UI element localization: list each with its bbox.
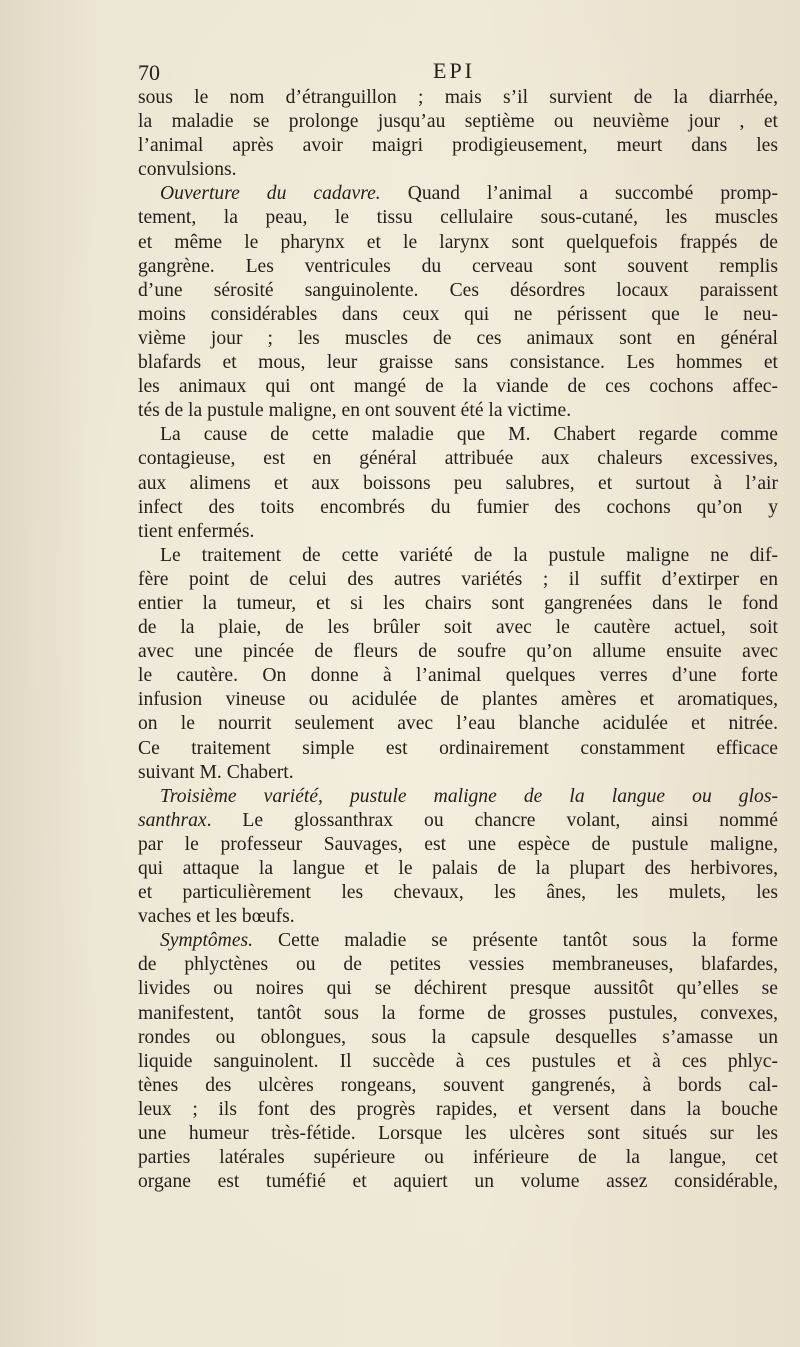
line-text: les animaux qui ont mangé de la viande de ces cochons affec-	[138, 376, 778, 398]
line-text: aux alimens et aux boissons peu salubres, et surtout à l’air	[138, 472, 778, 494]
line-text: suivant M. Chabert.	[138, 761, 294, 783]
line-text: convulsions.	[138, 159, 237, 181]
text-line	[138, 881, 778, 905]
text-line	[138, 544, 778, 568]
line-text: Cette maladie se présente tantôt sous la forme	[253, 930, 778, 952]
line-text: gangrène. Les ventricules du cerveau sont souvent remplis	[138, 255, 778, 277]
line-text: vième jour ; les muscles de ces animaux sont en général	[138, 327, 778, 349]
italic-heading: Ouverture du cadavre.	[160, 183, 381, 205]
text-line	[138, 785, 778, 809]
text-line	[138, 1122, 778, 1146]
text-line	[138, 1002, 778, 1026]
text-line	[138, 158, 778, 182]
text-line	[138, 568, 778, 592]
line-text: vaches et les bœufs.	[138, 906, 295, 928]
text-line	[138, 712, 778, 736]
text-line	[138, 182, 778, 206]
text-line	[138, 1026, 778, 1050]
line-text: par le professeur Sauvages, est une espèce de pustule maligne,	[138, 833, 778, 855]
line-text: . Le glossanthrax ou chancre volant, ainsi nommé	[206, 809, 778, 831]
line-text: manifestent, tantôt sous la forme de grosses pustules, convexes,	[138, 1002, 778, 1024]
line-text: on le nourrit seulement avec l’eau blanche acidulée et nitrée.	[138, 713, 778, 735]
line-text: fère point de celui des autres variétés ; il suffit d’extirper en	[138, 568, 778, 590]
line-text: rondes ou oblongues, sous la capsule desquelles s’amasse un	[138, 1026, 778, 1048]
line-text: liquide sanguinolent. Il succède à ces pustules et à ces phlyc-	[138, 1050, 778, 1072]
line-text: livides ou noires qui se déchirent presque aussitôt qu’elles se	[138, 978, 778, 1000]
line-text: organe est tuméfié et aquiert un volume assez considérable,	[138, 1171, 778, 1193]
line-text: et même le pharynx et le larynx sont quelquefois frappés de	[138, 231, 778, 253]
text-line	[138, 134, 778, 158]
text-line	[138, 351, 778, 375]
line-text: avec une pincée de fleurs de soufre qu’on allume ensuite avec	[138, 641, 778, 663]
line-text: qui attaque la langue et le palais de la plupart des herbivores,	[138, 858, 778, 879]
text-line	[138, 206, 778, 230]
line-text: blafards et mous, leur graisse sans consistance. Les hommes et	[138, 352, 778, 374]
text-line	[138, 472, 778, 496]
line-text: Le traitement de cette variété de la pustule maligne ne dif-	[160, 544, 778, 566]
italic-heading: Symptômes.	[160, 930, 254, 952]
line-text: le cautère. On donne à l’animal quelques verres d’une forte	[138, 665, 778, 687]
text-line	[138, 279, 778, 303]
text-line	[138, 592, 778, 616]
line-text: d’une sérosité sanguinolente. Ces désordres locaux paraissent	[138, 279, 778, 301]
text-line	[138, 761, 778, 785]
text-line	[138, 688, 778, 712]
text-line	[138, 905, 778, 929]
line-text: infusion vineuse ou acidulée de plantes amères et aromatiques,	[138, 689, 778, 711]
text-line	[138, 399, 778, 423]
line-text: de la plaie, de les brûler soit avec le cautère actuel, soit	[138, 617, 778, 639]
line-text: tènes des ulcères rongeans, souvent gangrenés, à bords cal-	[138, 1074, 778, 1096]
line-text: sous le nom d’étranguillon ; mais s’il survient de la diarrhée,	[138, 87, 778, 108]
line-text: tient enfermés.	[138, 520, 255, 542]
text-line	[138, 86, 778, 110]
text-line	[138, 327, 778, 351]
italic-heading: santhrax	[138, 809, 207, 831]
line-text: la maladie se prolonge jusqu’au septième ou neuvième jour , et	[138, 111, 778, 133]
text-line	[138, 303, 778, 327]
line-text: parties latérales supérieure ou inférieure de la langue, cet	[138, 1147, 778, 1169]
text-line	[138, 496, 778, 520]
line-text: contagieuse, est en général attribuée aux chaleurs excessives,	[138, 448, 778, 470]
text-line	[138, 953, 778, 977]
page-number: 70	[138, 60, 160, 85]
text-line	[138, 737, 778, 761]
text-line	[138, 255, 778, 279]
text-line	[138, 1146, 778, 1170]
text-line	[138, 375, 778, 399]
line-text: tement, la peau, le tissu cellulaire sous-cutané, les muscles	[138, 207, 778, 229]
text-line	[138, 110, 778, 134]
text-line	[138, 1098, 778, 1122]
line-text: de phlyctènes ou de petites vessies membraneuses, blafardes,	[138, 954, 778, 976]
line-text: infect des toits encombrés du fumier des cochons qu’on y	[138, 496, 778, 518]
running-head: EPI	[433, 58, 475, 83]
line-text: Ce traitement simple est ordinairement constamment efficace	[138, 737, 778, 759]
line-text: une humeur très-fétide. Lorsque les ulcères sont situés sur les	[138, 1123, 778, 1145]
text-line	[138, 640, 778, 664]
text-line	[138, 447, 778, 471]
line-text: tés de la pustule maligne, en ont souvent été la victime.	[138, 400, 572, 422]
text-line	[138, 1050, 778, 1074]
body-text	[138, 86, 778, 1194]
line-text: leux ; ils font des progrès rapides, et versent dans la bouche	[138, 1098, 778, 1120]
line-text: moins considérables dans ceux qui ne périssent que le neu-	[138, 303, 778, 325]
text-line	[138, 977, 778, 1001]
text-line	[138, 520, 778, 544]
text-line	[138, 231, 778, 255]
text-line	[138, 1074, 778, 1098]
italic-heading: Troisième variété, pustule maligne de la langue ou glos-	[160, 785, 778, 807]
text-line	[138, 1170, 778, 1194]
line-text: Quand l’animal a succombé promp-	[407, 183, 779, 205]
text-line	[138, 833, 778, 857]
text-line	[138, 809, 778, 833]
text-line	[138, 857, 778, 881]
line-text: l’animal après avoir maigri prodigieusement, meurt dans les	[138, 135, 778, 157]
text-line	[138, 423, 778, 447]
line-text: entier la tumeur, et si les chairs sont gangrenées dans le fond	[138, 592, 778, 614]
text-line	[138, 616, 778, 640]
text-line	[138, 929, 778, 953]
text-line	[138, 664, 778, 688]
line-text: et particulièrement les chevaux, les ânes, les mulets, les	[138, 882, 778, 904]
line-text: La cause de cette maladie que M. Chabert regarde comme	[160, 424, 778, 446]
